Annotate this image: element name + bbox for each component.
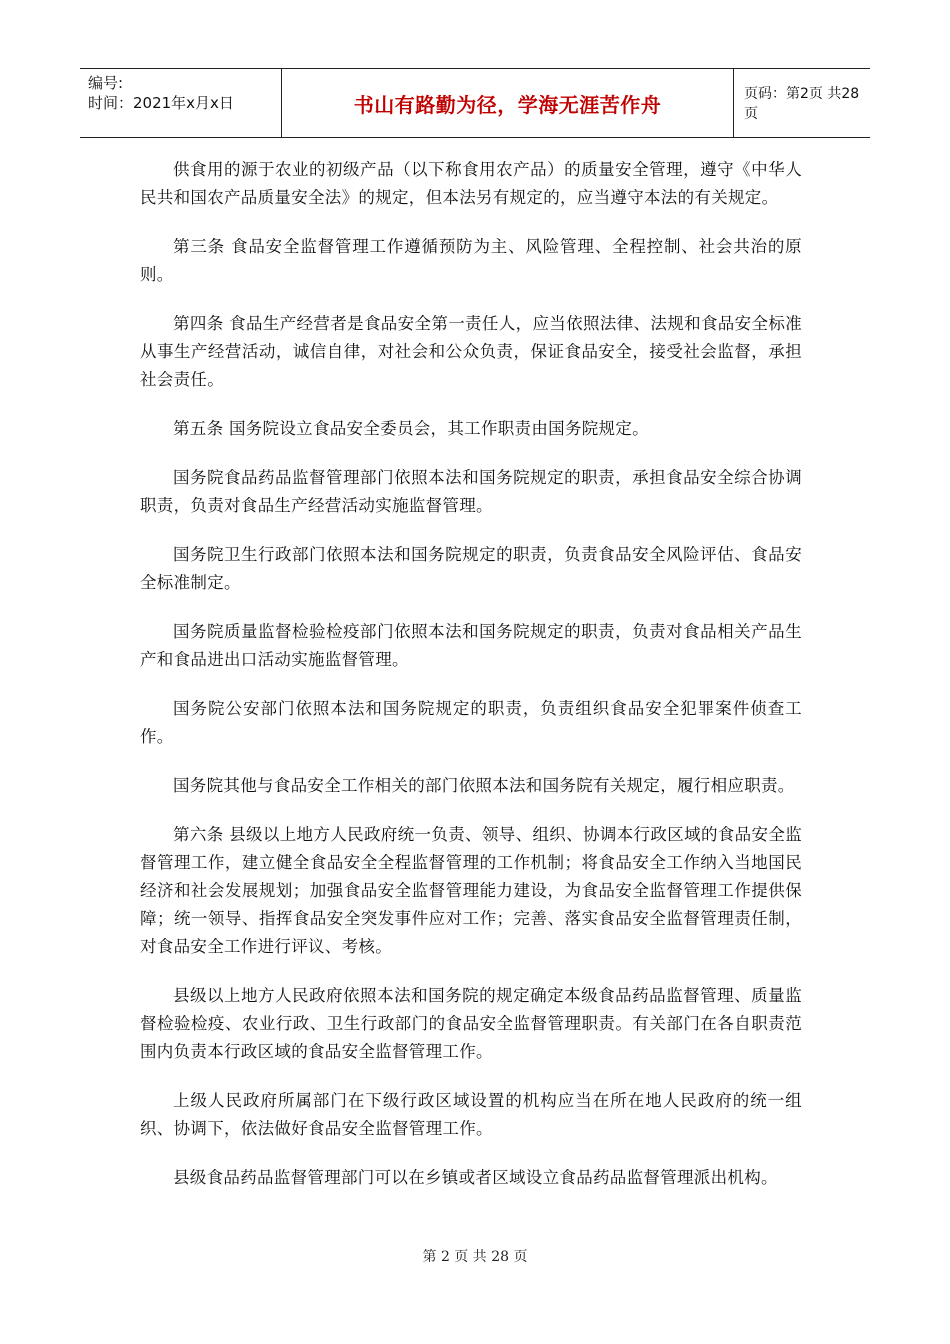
footer-page-number: 第 2 页 共 28 页	[422, 1249, 528, 1265]
header-motto: 书山有路勤为径，学海无涯苦作舟	[353, 92, 662, 117]
paragraph: 国务院公安部门依照本法和国务院规定的职责，负责组织食品安全犯罪案件侦查工作。	[140, 699, 802, 746]
paragraph: 县级以上地方人民政府依照本法和国务院的规定确定本级食品药品监督管理、质量监督检验检疫、农业行政、卫生行政部门的食品安全监督管理职责。有关部门在各自职责范围内负责本行政区域的食品安全监督管理工作。	[140, 986, 802, 1061]
header-page-cell	[734, 69, 870, 137]
page-header	[80, 68, 870, 138]
page-footer	[0, 1246, 950, 1266]
paragraph: 第五条 国务院设立食品安全委员会，其工作职责由国务院规定。	[173, 419, 649, 438]
paragraph: 上级人民政府所属部门在下级行政区域设置的机构应当在所在地人民政府的统一组织、协调下，依法做好食品安全监督管理工作。	[140, 1091, 802, 1138]
header-motto-cell	[282, 69, 734, 137]
paragraph: 第六条 县级以上地方人民政府统一负责、领导、组织、协调本行政区域的食品安全监督管理工作，建立健全食品安全全程监督管理的工作机制；将食品安全工作纳入当地国民经济和社会发展规划；加强食品安全监督管理能力建设，为食品安全监督管理工作提供保障；统一领导、指挥食品安全突发事件应对工作；完善、落实食品安全监督管理责任制，对食品安全工作进行评议、考核。	[140, 825, 802, 956]
paragraph: 第四条 食品生产经营者是食品安全第一责任人，应当依照法律、法规和食品安全标准从事生产经营活动，诚信自律，对社会和公众负责，保证食品安全，接受社会监督，承担社会责任。	[140, 314, 802, 389]
time-label: 时间：2021年x月x日	[88, 94, 234, 112]
header-meta	[80, 69, 282, 137]
paragraph: 国务院食品药品监督管理部门依照本法和国务院规定的职责，承担食品安全综合协调职责，负责对食品生产经营活动实施监督管理。	[140, 468, 802, 515]
paragraph: 县级食品药品监督管理部门可以在乡镇或者区域设立食品药品监督管理派出机构。	[173, 1168, 778, 1187]
header-page-label: 页码：第2页 共28页	[744, 86, 860, 122]
paragraph: 国务院质量监督检验检疫部门依照本法和国务院规定的职责，负责对食品相关产品生产和食品进出口活动实施监督管理。	[140, 622, 802, 669]
document-body	[140, 156, 802, 1213]
paragraph: 国务院其他与食品安全工作相关的部门依照本法和国务院有关规定，履行相应职责。	[173, 776, 795, 795]
paragraph: 国务院卫生行政部门依照本法和国务院规定的职责，负责食品安全风险评估、食品安全标准制定。	[140, 545, 802, 592]
number-label: 编号:	[88, 74, 124, 92]
paragraph: 第三条 食品安全监督管理工作遵循预防为主、风险管理、全程控制、社会共治的原则。	[140, 237, 802, 284]
paragraph: 供食用的源于农业的初级产品（以下称食用农产品）的质量安全管理，遵守《中华人民共和国农产品质量安全法》的规定，但本法另有规定的，应当遵守本法的有关规定。	[140, 160, 802, 207]
